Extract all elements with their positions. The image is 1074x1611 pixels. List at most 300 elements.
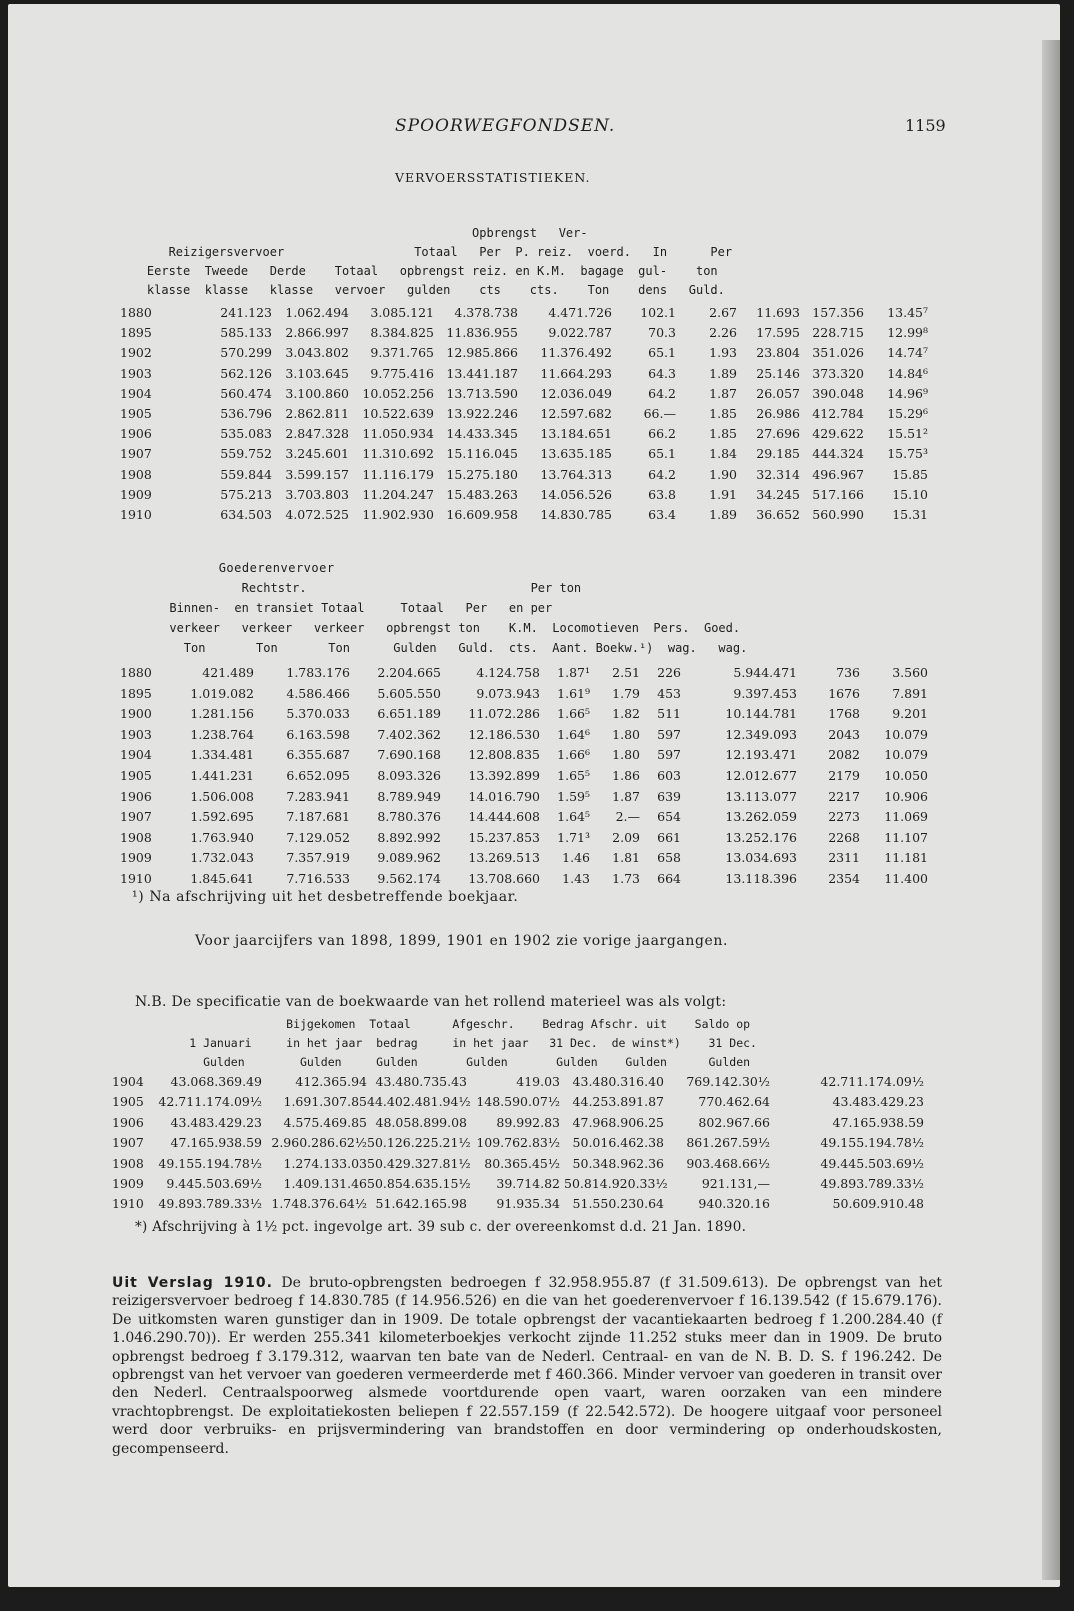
rolling-row — [0, 1194, 1074, 1214]
passenger-cell: 14.433.345 — [446, 426, 518, 442]
passenger-cell: 1905 — [120, 406, 152, 421]
goods-cell: 1.441.231 — [190, 768, 254, 783]
goods-cell: 1.43 — [562, 871, 590, 886]
passenger-cell: 9.371.765 — [370, 345, 434, 361]
passenger-cell: 11.204.247 — [362, 486, 434, 502]
rolling-cell: 940.320.16 — [698, 1196, 770, 1212]
passenger-row — [0, 343, 1074, 363]
goods-cell: 13.252.176 — [725, 829, 797, 845]
rolling-cell: 1.691.307.85 — [283, 1094, 367, 1110]
goods-cell: 4.124.758 — [476, 665, 540, 680]
passenger-cell: 25.146 — [756, 365, 800, 381]
goods-cell: 1895 — [120, 685, 152, 701]
goods-row — [0, 787, 1074, 807]
goods-cell: 1.334.481 — [190, 747, 254, 763]
goods-row — [0, 725, 1074, 745]
goods-cell: 1880 — [120, 665, 152, 680]
passenger-cell: 12.036.049 — [540, 385, 612, 401]
goods-cell: 2.51 — [612, 665, 640, 680]
rolling-cell: 1.748.376.64½ — [271, 1196, 367, 1212]
passenger-row — [0, 485, 1074, 505]
passenger-cell: 1904 — [120, 385, 152, 401]
passenger-cell: 560.990 — [812, 507, 864, 522]
rolling-cell: 419.03 — [516, 1074, 560, 1089]
rolling-cell: 1910 — [112, 1196, 144, 1212]
goods-cell: 8.892.992 — [377, 829, 441, 845]
passenger-cell: 15.275.180 — [446, 466, 518, 482]
rolling-cell: 89.992.83 — [496, 1114, 560, 1130]
passenger-cell: 29.185 — [756, 446, 800, 462]
goods-cell: 7.402.362 — [377, 726, 441, 742]
passenger-cell: 64.2 — [648, 385, 676, 401]
rolling-cell: 1.274.133.03 — [283, 1155, 367, 1171]
goods-cell: 1.86 — [612, 768, 640, 783]
goods-cell: 9.201 — [892, 706, 928, 722]
goods-cell: 2217 — [828, 788, 860, 804]
passenger-cell: 412.784 — [812, 406, 864, 421]
passenger-cell: 575.213 — [220, 486, 272, 502]
rolling-cell: 802.967.66 — [698, 1114, 770, 1130]
passenger-cell: 15.10 — [892, 486, 928, 502]
rolling-cell: 49.893.789.33½ — [158, 1196, 262, 1212]
goods-row — [0, 663, 1074, 683]
passenger-cell: 11.664.293 — [540, 365, 612, 381]
goods-cell: 10.050 — [884, 768, 928, 783]
goods-cell: 11.072.286 — [468, 706, 540, 722]
goods-header-line: Rechtstr. Per ton — [126, 581, 582, 595]
rolling-cell: 1908 — [112, 1155, 144, 1171]
goods-cell: 1.71³ — [557, 829, 590, 845]
rolling-cell: 50.429.327.81½ — [367, 1155, 471, 1171]
passenger-cell: 351.026 — [812, 345, 864, 361]
passenger-cell: 15.116.045 — [446, 446, 518, 462]
passenger-cell: 13.184.651 — [540, 426, 612, 442]
passenger-row — [0, 424, 1074, 444]
goods-cell: 664 — [657, 871, 681, 886]
passenger-header-line: Reizigersvervoer Totaal Per P. reiz. voerd. In Per — [118, 245, 733, 259]
goods-cell: 1.82 — [612, 706, 640, 722]
passenger-row — [0, 364, 1074, 384]
passenger-cell: 1.89 — [709, 365, 737, 381]
goods-cell: 1905 — [120, 768, 152, 783]
passenger-cell: 26.986 — [756, 406, 800, 421]
goods-cell: 1.592.695 — [190, 809, 254, 825]
goods-cell: 13.262.059 — [725, 809, 797, 825]
goods-cell: 2.— — [615, 809, 640, 825]
rolling-cell: 770.462.64 — [698, 1094, 770, 1110]
rolling-cell: 91.935.34 — [496, 1196, 560, 1212]
goods-cell: 9.089.962 — [377, 850, 441, 866]
goods-cell: 15.237.853 — [468, 829, 540, 845]
goods-cell: 2268 — [828, 829, 860, 845]
passenger-cell: 1.91 — [709, 486, 737, 502]
rolling-row — [0, 1092, 1074, 1112]
rolling-stock-footnote: *) Afschrijving à 1½ pct. ingevolge art. 39 sub c. der overeenkomst d.d. 21 Jan. 1890. — [135, 1219, 747, 1235]
passenger-cell: 9.022.787 — [548, 325, 612, 341]
passenger-cell: 17.595 — [756, 325, 800, 341]
passenger-cell: 536.796 — [220, 406, 272, 421]
rolling-row — [0, 1174, 1074, 1194]
goods-cell: 1906 — [120, 788, 152, 804]
goods-header-line: Ton Ton Ton Gulden Guld. cts. Aant. Boekw.¹) wag. wag. — [126, 641, 748, 655]
goods-cell: 11.400 — [884, 871, 928, 886]
passenger-cell: 585.133 — [220, 325, 272, 341]
passenger-cell: 26.057 — [756, 385, 800, 401]
rolling-cell: 50.126.225.21½ — [367, 1135, 471, 1151]
passenger-cell: 3.085.121 — [370, 305, 434, 320]
goods-cell: 10.079 — [884, 747, 928, 763]
rolling-cell: 43.480.735.43 — [375, 1074, 467, 1089]
rolling-cell: 44.402.481.94½ — [367, 1094, 471, 1110]
passenger-cell: 12.99⁸ — [887, 325, 928, 341]
goods-cell: 639 — [657, 788, 681, 804]
rolling-cell: 44.253.891.87 — [572, 1094, 664, 1110]
passenger-cell: 4.471.726 — [548, 305, 612, 320]
passenger-row — [0, 303, 1074, 323]
rolling-cell: 4.575.469.85 — [283, 1114, 367, 1130]
goods-cell: 12.349.093 — [725, 726, 797, 742]
goods-cell: 1908 — [120, 829, 152, 845]
passenger-cell: 444.324 — [812, 446, 864, 462]
goods-cell: 6.652.095 — [286, 768, 350, 783]
passenger-cell: 1903 — [120, 365, 152, 381]
passenger-cell: 13.713.590 — [446, 385, 518, 401]
rolling-cell: 43.480.316.40 — [572, 1074, 664, 1089]
passenger-cell: 14.74⁷ — [887, 345, 928, 361]
rolling-cell: 43.068.369.49 — [170, 1074, 262, 1089]
passenger-cell: 65.1 — [648, 345, 676, 361]
rolling-cell: 50.348.962.36 — [572, 1155, 664, 1171]
passenger-cell: 13.635.185 — [540, 446, 612, 462]
rolling-cell: 921.131,— — [701, 1176, 770, 1191]
passenger-cell: 535.083 — [220, 426, 272, 442]
goods-cell: 1.783.176 — [286, 665, 350, 680]
goods-cell: 1.763.940 — [190, 829, 254, 845]
passenger-cell: 66.2 — [648, 426, 676, 442]
goods-header-line: Goederenvervoer — [126, 561, 335, 575]
goods-cell: 2082 — [828, 747, 860, 763]
goods-cell: 12.808.835 — [468, 747, 540, 763]
goods-cell: 10.144.781 — [725, 706, 797, 722]
goods-cell: 1.845.641 — [190, 871, 254, 886]
passenger-row — [0, 465, 1074, 485]
goods-cell: 10.079 — [884, 726, 928, 742]
passenger-cell: 11.310.692 — [362, 446, 434, 462]
goods-cell: 1.80 — [612, 726, 640, 742]
goods-cell: 5.944.471 — [733, 665, 797, 680]
rolling-cell: 80.365.45½ — [484, 1155, 560, 1171]
goods-cell: 8.780.376 — [377, 809, 441, 825]
goods-cell: 1.61⁹ — [557, 685, 590, 701]
goods-cell: 14.444.608 — [468, 809, 540, 825]
goods-cell: 2.204.665 — [377, 665, 441, 680]
passenger-row — [0, 384, 1074, 404]
goods-cell: 7.187.681 — [286, 809, 350, 825]
goods-cell: 1.64⁵ — [557, 809, 590, 825]
page-number: 1159 — [905, 116, 946, 135]
passenger-header-line: klasse klasse klasse vervoer gulden cts cts. Ton dens Guld. — [118, 283, 725, 297]
passenger-cell: 65.1 — [648, 446, 676, 462]
passenger-cell: 13.45⁷ — [887, 305, 928, 320]
rolling-cell: 43.483.429.23 — [832, 1094, 924, 1110]
goods-cell: 597 — [657, 747, 681, 763]
goods-cell: 6.355.687 — [286, 747, 350, 763]
rolling-cell: 51.642.165.98 — [375, 1196, 467, 1212]
report-paragraph — [112, 1274, 942, 1458]
rolling-cell: 42.711.174.09½ — [820, 1074, 924, 1089]
goods-cell: 11.069 — [884, 809, 928, 825]
goods-cell: 226 — [657, 665, 681, 680]
rolling-cell: 50.814.920.33½ — [564, 1176, 668, 1191]
rolling-stock-intro: N.B. De specificatie van de boekwaarde van het rollend materieel was als volgt: — [135, 994, 727, 1010]
goods-cell: 11.181 — [884, 850, 928, 866]
rolling-cell: 861.267.59½ — [686, 1135, 770, 1151]
goods-cell: 1.281.156 — [190, 706, 254, 722]
goods-cell: 1.238.764 — [190, 726, 254, 742]
goods-cell: 661 — [657, 829, 681, 845]
passenger-row — [0, 505, 1074, 525]
rolling-cell: 148.590.07½ — [476, 1094, 560, 1110]
goods-cell: 2354 — [828, 871, 860, 886]
rolling-cell: 1907 — [112, 1135, 144, 1151]
rolling-cell: 47.165.938.59 — [832, 1114, 924, 1130]
goods-footnote: ¹) Na afschrijving uit het desbetreffende boekjaar. — [132, 889, 519, 905]
goods-cell: 1903 — [120, 726, 152, 742]
passenger-cell: 11.693 — [756, 305, 800, 320]
passenger-cell: 11.050.934 — [362, 426, 434, 442]
goods-cell: 13.034.693 — [725, 850, 797, 866]
rolling-cell: 42.711.174.09½ — [158, 1094, 262, 1110]
goods-cell: 1768 — [828, 706, 860, 722]
goods-cell: 7.891 — [892, 685, 928, 701]
passenger-cell: 10.522.639 — [362, 406, 434, 421]
rolling-row — [0, 1154, 1074, 1174]
rolling-cell: 49.893.789.33½ — [820, 1176, 924, 1191]
passenger-cell: 560.474 — [220, 385, 272, 401]
goods-cell: 12.186.530 — [468, 726, 540, 742]
passenger-cell: 3.103.645 — [285, 365, 349, 381]
goods-cell: 4.586.466 — [286, 685, 350, 701]
goods-cell: 2.09 — [612, 829, 640, 845]
rolling-cell: 50.016.462.38 — [572, 1135, 664, 1151]
passenger-cell: 2.866.997 — [285, 325, 349, 341]
passenger-cell: 1.85 — [709, 406, 737, 421]
rolling-cell: 109.762.83½ — [476, 1135, 560, 1151]
goods-cell: 1.87¹ — [557, 665, 590, 680]
goods-cell: 13.392.899 — [468, 768, 540, 783]
goods-cell: 1.66⁵ — [557, 706, 590, 722]
passenger-cell: 32.314 — [756, 466, 800, 482]
passenger-cell: 228.715 — [812, 325, 864, 341]
passenger-cell: 70.3 — [648, 325, 676, 341]
rolling-cell: 903.468.66½ — [686, 1155, 770, 1171]
passenger-header-line: Eerste Tweede Derde Totaal opbrengst reiz. en K.M. bagage gul- ton — [118, 264, 718, 278]
earlier-years-note: Voor jaarcijfers van 1898, 1899, 1901 en 1902 zie vorige jaargangen. — [195, 933, 729, 949]
rolling-cell: 1904 — [112, 1074, 144, 1089]
goods-cell: 1.81 — [612, 850, 640, 866]
passenger-cell: 1.062.494 — [285, 305, 349, 320]
rolling-cell: 51.550.230.64 — [572, 1196, 664, 1212]
passenger-cell: 496.967 — [812, 466, 864, 482]
passenger-cell: 559.752 — [220, 446, 272, 462]
goods-cell: 658 — [657, 850, 681, 866]
passenger-cell: 16.609.958 — [446, 507, 518, 522]
goods-header-line: Binnen- en transiet Totaal Totaal Per en per — [126, 601, 553, 615]
passenger-cell: 23.804 — [756, 345, 800, 361]
rolling-stock-header-line: Bijgekomen Totaal Afgeschr. Bedrag Afschr. uit Saldo op — [120, 1017, 751, 1031]
goods-cell: 453 — [657, 685, 681, 701]
goods-cell: 1904 — [120, 747, 152, 763]
goods-cell: 6.163.598 — [286, 726, 350, 742]
rolling-cell: 47.165.938.59 — [170, 1135, 262, 1151]
passenger-cell: 373.320 — [812, 365, 864, 381]
goods-cell: 1.64⁶ — [557, 726, 590, 742]
rolling-cell: 1906 — [112, 1114, 144, 1130]
passenger-cell: 390.048 — [812, 385, 864, 401]
passenger-cell: 15.75³ — [887, 446, 928, 462]
rolling-row — [0, 1113, 1074, 1133]
passenger-cell: 8.384.825 — [370, 325, 434, 341]
goods-cell: 7.283.941 — [286, 788, 350, 804]
rolling-row — [0, 1072, 1074, 1092]
goods-row — [0, 766, 1074, 786]
goods-cell: 8.093.326 — [377, 768, 441, 783]
passenger-cell: 3.043.802 — [285, 345, 349, 361]
passenger-cell: 3.245.601 — [285, 446, 349, 462]
passenger-cell: 570.299 — [220, 345, 272, 361]
goods-cell: 1.79 — [612, 685, 640, 701]
rolling-cell: 43.483.429.23 — [170, 1114, 262, 1130]
goods-cell: 1.46 — [562, 850, 590, 866]
rolling-cell: 47.968.906.25 — [572, 1114, 664, 1130]
goods-cell: 1.506.008 — [190, 788, 254, 804]
passenger-cell: 14.056.526 — [540, 486, 612, 502]
passenger-cell: 11.376.492 — [540, 345, 612, 361]
passenger-cell: 1906 — [120, 426, 152, 442]
goods-cell: 6.651.189 — [377, 706, 441, 722]
passenger-cell: 4.378.738 — [454, 305, 518, 320]
passenger-cell: 1895 — [120, 325, 152, 341]
goods-cell: 1.59⁵ — [557, 788, 590, 804]
passenger-cell: 241.123 — [220, 305, 272, 320]
goods-cell: 1.73 — [612, 871, 640, 886]
goods-cell: 654 — [657, 809, 681, 825]
passenger-cell: 102.1 — [640, 305, 676, 320]
passenger-cell: 1910 — [120, 507, 152, 522]
goods-cell: 2273 — [828, 809, 860, 825]
goods-cell: 1910 — [120, 871, 152, 886]
passenger-cell: 14.96⁹ — [887, 385, 928, 401]
goods-cell: 2311 — [828, 850, 860, 866]
passenger-cell: 3.100.860 — [285, 385, 349, 401]
goods-cell: 1.65⁵ — [557, 768, 590, 783]
passenger-cell: 11.836.955 — [446, 325, 518, 341]
goods-cell: 1.80 — [612, 747, 640, 763]
rolling-stock-header-line: Gulden Gulden Gulden Gulden Gulden Gulden Gulden — [120, 1055, 751, 1069]
passenger-cell: 3.599.157 — [285, 466, 349, 482]
goods-cell: 11.107 — [884, 829, 928, 845]
passenger-cell: 64.3 — [648, 365, 676, 381]
goods-cell: 1907 — [120, 809, 152, 825]
rolling-cell: 1905 — [112, 1094, 144, 1110]
passenger-cell: 2.67 — [709, 305, 737, 320]
goods-row — [0, 807, 1074, 827]
rolling-cell: 50.854.635.15½ — [367, 1176, 471, 1191]
passenger-cell: 12.985.866 — [446, 345, 518, 361]
goods-cell: 7.357.919 — [286, 850, 350, 866]
goods-row — [0, 869, 1074, 889]
goods-cell: 1.019.082 — [190, 685, 254, 701]
passenger-cell: 13.441.187 — [446, 365, 518, 381]
passenger-cell: 1.85 — [709, 426, 737, 442]
passenger-cell: 13.764.313 — [540, 466, 612, 482]
passenger-cell: 14.84⁶ — [887, 365, 928, 381]
goods-cell: 9.397.453 — [733, 685, 797, 701]
section-title: VERVOERSSTATISTIEKEN. — [395, 170, 591, 185]
passenger-cell: 15.51² — [887, 426, 928, 442]
passenger-cell: 15.85 — [892, 466, 928, 482]
passenger-cell: 27.696 — [756, 426, 800, 442]
passenger-cell: 634.503 — [220, 507, 272, 522]
goods-row — [0, 684, 1074, 704]
passenger-cell: 1.84 — [709, 446, 737, 462]
passenger-cell: 2.26 — [709, 325, 737, 341]
passenger-cell: 11.902.930 — [362, 507, 434, 522]
running-title: SPOORWEGFONDSEN. — [395, 116, 616, 136]
goods-cell: 511 — [657, 706, 681, 722]
passenger-header-line: Opbrengst Ver- — [118, 226, 588, 240]
rolling-cell: 412.365.94 — [295, 1074, 367, 1089]
passenger-cell: 63.4 — [648, 507, 676, 522]
passenger-cell: 1902 — [120, 345, 152, 361]
passenger-cell: 1.90 — [709, 466, 737, 482]
goods-cell: 10.906 — [884, 788, 928, 804]
goods-cell: 1900 — [120, 706, 152, 722]
goods-cell: 1909 — [120, 850, 152, 866]
goods-row — [0, 745, 1074, 765]
goods-cell: 8.789.949 — [377, 788, 441, 804]
rolling-cell: 49.155.194.78½ — [158, 1155, 262, 1171]
passenger-cell: 1.89 — [709, 507, 737, 522]
goods-cell: 14.016.790 — [468, 788, 540, 804]
passenger-cell: 1908 — [120, 466, 152, 482]
rolling-cell: 48.058.899.08 — [375, 1114, 467, 1130]
passenger-cell: 14.830.785 — [540, 507, 612, 522]
goods-cell: 1.66⁶ — [557, 747, 590, 763]
passenger-cell: 36.652 — [756, 507, 800, 522]
rolling-cell: 1909 — [112, 1176, 144, 1191]
passenger-cell: 562.126 — [220, 365, 272, 381]
passenger-cell: 63.8 — [648, 486, 676, 502]
passenger-cell: 15.29⁶ — [887, 406, 928, 421]
passenger-cell: 2.862.811 — [285, 406, 349, 421]
goods-cell: 597 — [657, 726, 681, 742]
goods-header-line: verkeer verkeer verkeer opbrengst ton K.M. Locomotieven Pers. Goed. — [126, 621, 741, 635]
goods-cell: 603 — [657, 768, 681, 783]
passenger-cell: 517.166 — [812, 486, 864, 502]
rolling-cell: 49.155.194.78½ — [820, 1135, 924, 1151]
goods-cell: 5.370.033 — [286, 706, 350, 722]
passenger-row — [0, 404, 1074, 424]
passenger-cell: 157.356 — [812, 305, 864, 320]
passenger-cell: 1.93 — [709, 345, 737, 361]
passenger-cell: 1907 — [120, 446, 152, 462]
goods-cell: 5.605.550 — [377, 685, 441, 701]
goods-cell: 1676 — [828, 685, 860, 701]
goods-cell: 9.562.174 — [377, 871, 441, 886]
passenger-row — [0, 323, 1074, 343]
passenger-cell: 9.775.416 — [370, 365, 434, 381]
